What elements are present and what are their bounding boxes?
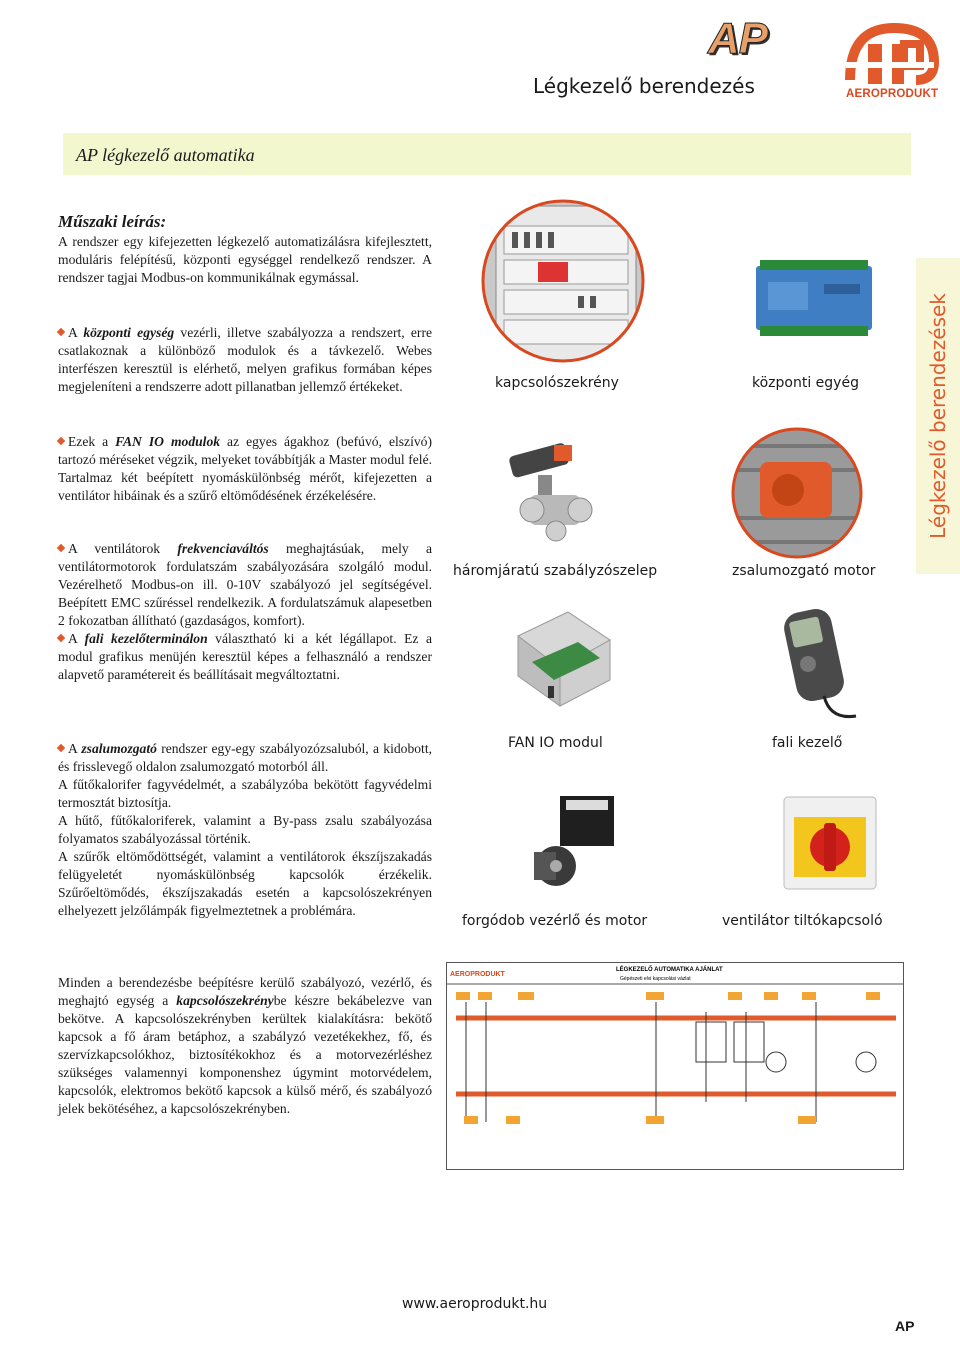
paragraph-switch-cabinet: Minden a berendezésbe beépítésre kerülő szabályozó, vezérlő, és meghajtó egység a kapcsolószekrénybe készre bekábelezve van bekötve. A kapcsolószekrényben kerültek kialakításra: bekötő kapcsok a fő áram betáphoz, a szabályzó vezetékekhez, fő, és szervízkapcsolókhoz, biztosítékokhoz és a motorvezérléshez szükséges valamennyi komponenshez úgymint motorvédelem, kapcsolók, elektromos bekötő kapcsok a külső mérő, és szabályozó jelek bekötéséhez, a kapcsolószekrényben. <box>58 975 432 1116</box>
side-banner-text: Légkezelő berendezések <box>926 293 950 539</box>
bullet-icon <box>57 544 65 552</box>
central-unit-image <box>754 258 874 338</box>
description-block-1 <box>58 213 432 287</box>
brand-mark: AP <box>708 14 768 63</box>
footer-url[interactable]: www.aeroprodukt.hu <box>402 1296 548 1312</box>
bullet-icon <box>57 328 65 336</box>
caption-isolator-switch: ventilátor tiltókapcsoló <box>722 913 883 929</box>
paragraph-fans: A ventilátorok frekvenciaváltós meghajtásúak, mely a ventilátormotorok fordulatszám szabályozására szolgáló modul. Vezérelhető Modbus-on ill. 0-10V szabályozó jel segítségével. Beépített EMC szűréssel rendelkezik. A fordulatszámuk alapesetben 2 fokozatban állítható (gazdaságos, komfort). A fali kezelőterminálon választható ki a két légállapot. Ez a modul grafikus menüjén keresztül képes a felhasználó a rendszer alapvető paramétereit és beállításait megváltoztatni. <box>58 541 432 682</box>
schematic-logo: AEROPRODUKT <box>450 971 505 978</box>
caption-rotor-controller: forgódob vezérlő és motor <box>462 913 648 929</box>
bullet-icon <box>57 634 65 642</box>
logo-text: AEROPRODUKT <box>846 88 939 100</box>
hvac-schematic-image <box>446 962 904 1170</box>
paragraph-dampers: A zsalumozgató rendszer egy-egy szabályozózsaluból, a kidobott, és frisslevegő oldalon zsalumozgató motorból áll. A fűtőkalorifer fagyvédelmét, a szabályzóba bekötött fagyvédelmi termosztát biztosítja. A hűtő, fűtőkaloriferek, valamint a By-pass zsalu szabályozása folyamatos szabályozással történik. A szűrők eltömődöttségét, valamint a ventilátorok ékszíjszakadás felügyeletét nyomáskülönbség kapcsolók érzékelik. Szűrőeltömődés, ékszíjszakadás esetén a kapcsolószekrényen elhelyezett jelzőlámpák figyelmeztetnek a problémára. <box>58 741 432 918</box>
wall-terminal-image <box>768 596 868 722</box>
bullet-icon <box>57 744 65 752</box>
section-title: Műszaki leírás: <box>58 212 167 231</box>
fan-io-module-image <box>508 606 616 714</box>
footer-brand: AP <box>895 1318 915 1334</box>
page-title: AP légkezelő automatika <box>76 145 255 165</box>
paragraph-fan-io: Ezek a FAN IO modulok az egyes ágakhoz (befúvó, elszívó) tartozó méréseket végzik, melyeket továbbítják a Master modul felé. Tartalmaz két beépített nyomáskülönbség mérőt, kifejezetten a ventilátor hibáinak és a szűrő eltömődésének érzékelésére. <box>58 434 432 503</box>
caption-damper-motor: zsalumozgató motor <box>732 563 876 579</box>
caption-wall-terminal: fali kezelő <box>772 735 843 751</box>
caption-switch-cabinet: kapcsolószekrény <box>495 375 619 391</box>
schematic-heading: LÉGKEZELŐ AUTOMATIKA AJÁNLAT <box>616 967 723 973</box>
caption-three-way-valve: háromjáratú szabályzószelep <box>453 563 658 579</box>
caption-fan-io-module: FAN IO modul <box>508 735 603 751</box>
bullet-icon <box>57 437 65 445</box>
paragraph-central-unit: A központi egység vezérli, illetve szabályozza a rendszert, erre csatlakoznak a különböző modulok és a távkezelő. Webes interfészen keresztül is elérhető, melyen grafikus formában képes megjeleníteni a rendszerre adott pillanatban jellemző értékeket. <box>58 325 433 394</box>
switch-cabinet-image <box>478 196 648 366</box>
header-subtitle: Légkezelő berendezés <box>533 74 755 98</box>
paragraph-intro: A rendszer egy kifejezetten légkezelő automatizálásra kifejlesztett, moduláris felépítésű, központi egységgel rendelkező rendszer. A rendszer tagjai Modbus-on kommunikálnak egymással. <box>58 234 432 285</box>
damper-motor-image <box>730 426 864 560</box>
caption-central-unit: központi egyég <box>752 375 859 391</box>
schematic-subheading: Gépészeti elvi kapcsolási vázlat <box>620 976 691 982</box>
three-way-valve-image <box>500 435 610 545</box>
isolator-switch-image <box>778 793 882 893</box>
rotor-controller-image <box>520 792 620 892</box>
